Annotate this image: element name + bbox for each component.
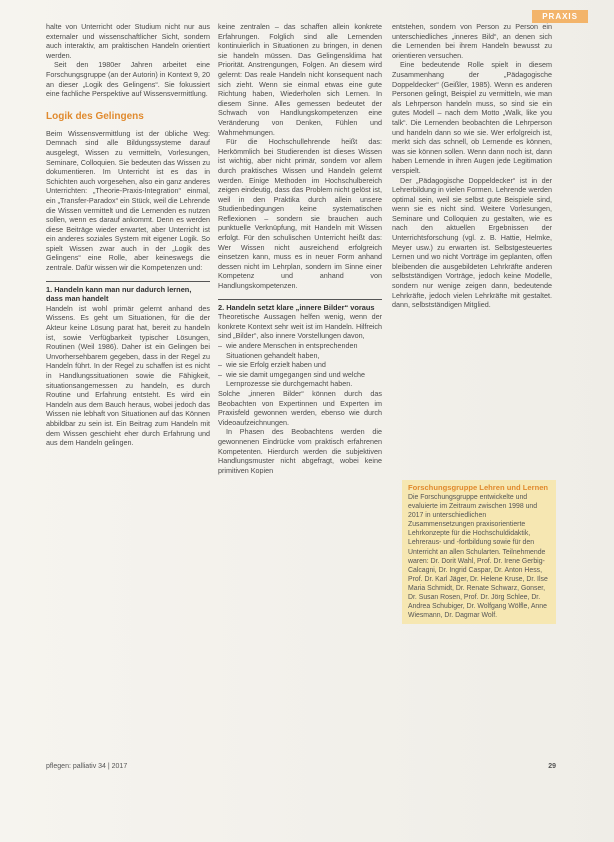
divider bbox=[218, 299, 382, 300]
info-box-title: Forschungsgruppe Lehren und Lernen bbox=[408, 483, 549, 492]
list-item: – wie sie Erfolg erzielt haben und bbox=[226, 360, 382, 370]
paragraph: Theoretische Aussagen helfen wenig, wenn der konkrete Kontext sehr weit ist im Handeln. Hilfreich sind „Bilder“, also innere Vorstellungen davon, bbox=[218, 312, 382, 341]
column-3 bbox=[392, 22, 552, 310]
list-item: – wie sie damit umgegangen sind und welche Lernprozesse sie durchgemacht haben. bbox=[226, 370, 382, 389]
section-heading: Logik des Gelingens bbox=[46, 110, 144, 122]
bullet-list bbox=[218, 341, 382, 389]
subheading: 2. Handeln setzt klare „innere Bilder“ voraus bbox=[218, 302, 375, 312]
page-number: 29 bbox=[548, 763, 556, 770]
footer-publication: pflegen: palliativ 34 | 2017 bbox=[46, 763, 128, 770]
paragraph: halte von Unterricht oder Studium nicht nur aus externaler und wissenschaftlicher Sicht, sondern auch interaktiv, am praktischen Handeln orientiert werden. bbox=[46, 22, 210, 60]
paragraph: entstehen, sondern von Person zu Person ein unterschiedliches „inneres Bild“, an denen sich die Lernenden bei ihrem Handeln bewusst zu orientieren versuchen. bbox=[392, 22, 552, 60]
section-rubric: PRAXIS bbox=[532, 10, 588, 23]
subheading: 1. Handeln kann man nur dadurch lernen, dass man handelt bbox=[46, 284, 192, 304]
paragraph: Solche „inneren Bilder“ können durch das Beobachten von Expertinnen und Experten im Praxisfeld gewonnen werden, ebenso wie durch Videoaufzeichnungen. bbox=[218, 388, 382, 427]
column-2 bbox=[218, 22, 382, 475]
divider bbox=[46, 281, 210, 282]
paragraph: Der „Pädagogische Doppeldecker“ ist in der Lehrerbildung in vielen Formen. Lehrende werden optimal sein, weil sie selbst gute Beispiele sind, wenn sie es nicht sind. Weitere Vorlesungen, Seminare und Colloquien zu gestalten, wie es nach den aktuellen Ergebnissen der Unterrichtsforschung (vgl. z. B. Hattie, Helmke, Meyer usw.) zu erwarten ist. Selbstgesteuertes Lernen und wo nicht Vorträge im geplanten, offen bleibenden die ausgebildeten Lehrkräfte anderen selbstständigen Vorträge, jedoch keine Modelle, sondern nur wenige zeigen dann, bedeutende Lehrkräfte, jedoch vielen Lehrkräfte mit gestaltet. dann, selbstständigen Mitglied. bbox=[392, 175, 552, 310]
column-1 bbox=[46, 22, 210, 448]
paragraph: Eine bedeutende Rolle spielt in diesem Zusammenhang der „Pädagogische Doppeldecker“ (Geißler, 1985). Wenn es anderen Personen gelingt, Beispiel zu vermitteln, wie man als Lehrperson handeln muss, so sind sie ein gutes Modell – nach dem Motto „Walk, like you talk“. Die Lernenden beobachten die Lehrperson und handeln dann so wie sie. Wer erfolgreich ist, merkt sich das schnell, ob Lernende es können, was sie können sollen. Wenn dann noch ist, dann haben Lernende in ihren Augen jede Legitimation verspielt. bbox=[392, 60, 552, 175]
paragraph: keine zentralen – das schaffen allein konkrete Erfahrungen. Folglich sind alle Lernenden kontinuierlich in Situationen zu bringen, in denen sie handeln müssen. Das Gelingensklima hat Priorität. Anstrengungen, Folgen. An diesem wird gelernt: Das reale Handeln nicht konsequent nach sich zieht. Wenn sie einmal etwas eine gute Richtung haben, Wiederholen sich Lernen. In diesem Sinne. Alles gemessen bedeutet der Schwach von Handlungskompetenzen eine Veränderung von Denken, Fühlen und Wahrnehmungen. bbox=[218, 22, 382, 137]
paragraph: Seit den 1980er Jahren arbeitet eine Forschungsgruppe (an der Autorin) in Kontext 9, 20 an dieser „Logik des Gelingens“. Sie fokussiert eine fachliche Perspektive auf Wissensvermittlung. bbox=[46, 60, 210, 99]
info-box-text: Die Forschungsgruppe entwickelte und evaluierte im Zeitraum zwischen 1998 und 2017 in unterschiedlichen Zusammensetzungen praxisorientierte Lehrkonzepte für die Hochschuldidaktik, Lehreraus- und -fortbildung sowie für den Unterricht an allen Schularten. Teilnehmende waren: Dr. Dorit Wahl, Prof. Dr. Irene Gerbig-Calcagni, Dr. Ingrid Caspar, Dr. Anton Hess, Prof. Dr. Karl Jäger, Dr. Helene Kruse, Dr. Ilse Maria Schmidt, Dr. Renate Schwarz, Gonser, Dr. Susan Rosen, Prof. Dr. Jörg Schlee, Dr. Andrea Schubiger, Dr. Wolfgang Wölfle, Anne Wiesmann, Dr. Dagmar Wolf. bbox=[408, 494, 548, 620]
info-box bbox=[402, 480, 556, 624]
paragraph: In Phasen des Beobachtens werden die gewonnenen Eindrücke vom praktisch erfahrenen Kompetenten. Hierdurch werden die subjektiven Handlungsmuster nicht abgefragt, wobei keine primitiven Kopien bbox=[218, 427, 382, 475]
list-item: – wie andere Menschen in entsprechenden Situationen gehandelt haben, bbox=[226, 341, 382, 360]
paragraph: Handeln ist wohl primär gelernt anhand des Wissens. Es geht um Situationen, für die der Akteur keine Lösung parat hat, bereit zu handeln ist, sowie Verfügbarkeit typischer Lösungen, Routinen (Weil 1986). Daher ist ein Gelingen bei Unvorhersehbarem gegeben, dass in der Regel zu Handeln führt. In der Regel zu schaffen ist es nicht in Handlungssituationen sowie die Fähigkeit, situationsangemessen zu handeln, es durch Routine und Erfahrung entsteht. Es wird ein Handeln aus dem Bauch heraus, wobei jedoch das Wissen nie lebhaft von Situationen auf das Können abbildbar zu sein ist. Ein Beitrag zum Handeln mit dem Wissen geschieht eher durch Erfahrung und aus dem Handeln gelingen. bbox=[46, 303, 210, 448]
paragraph: Für die Hochschullehrende heißt das: Herkömmlich bei Studierenden ist dieses Wissen ist wichtig, aber nicht primär, sondern vor allem durch praktisches Wissen und Handeln gelernt werden. Einige Methoden im Hochschulbereich zeigen eindeutig, dass das Problem nicht gelöst ist, weil in den Praktika durch allein unsere Studienbedingungen keine systematischen Reflexionen – sondern sie brauchen auch punktuelle Verknüpfung, mit Handeln mit Wissen erfolgt. Für den schulischen Unterricht heißt das: Wer Wissen nicht ausreichend erfolgreich einsetzen kann, muss es in neuer Form anhand dessen nicht im Lehrplan, sondern im Sinne einer Kompetenz und anhand von Handlungskompetenzen. bbox=[218, 137, 382, 291]
paragraph: Beim Wissensvermittlung ist der übliche Weg: Demnach sind alle Bildungssysteme darauf ausgelegt, Wissen zu vermitteln, Vorlesungen, Seminare, Colloquien. Sie bedeuten das Wissen zu dokumentieren. Im Unterricht ist es das in Schichten auch vorgesehen, also ein ganz anderes Unterrichten: „Theorie-Praxis-Integration“ einmal, ein „Transfer-Paradox“ ein Stück, weil die Lehrende die Wissen vermittelt und die Lernenden es nutzen sollen, wenn es darauf ankommt. Denn es werden diese Beiträge wieder erwartet, aber Unterricht ist ein anderes soziales System mit eigener Logik. So spielt Wissen zwar auch in der „Logik des Gelingens“ eine Rolle, aber keineswegs die zentrale. Dafür wissen wir die Kompetenzen und: bbox=[46, 128, 210, 273]
